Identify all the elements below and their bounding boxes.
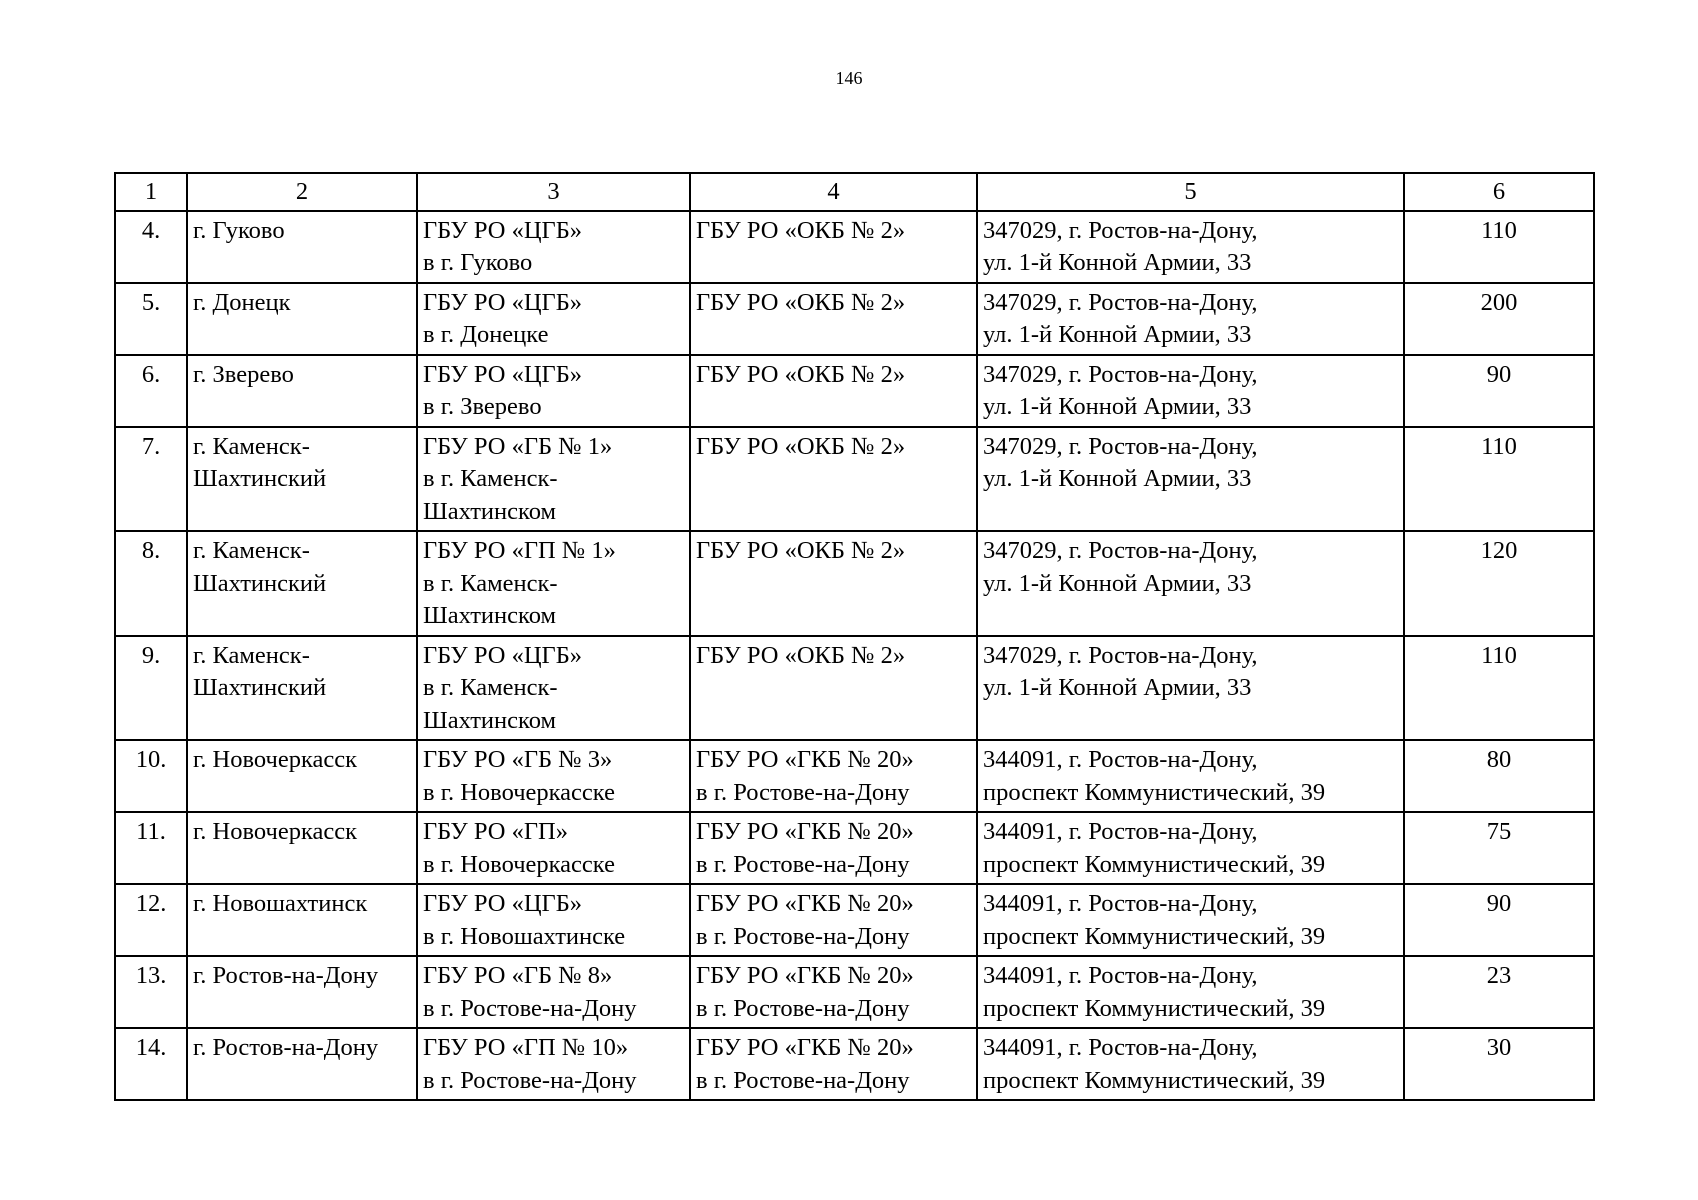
row-number-cell: 13. <box>115 956 187 1028</box>
cell-line: г. Гуково <box>193 216 285 244</box>
address-cell <box>977 1028 1404 1100</box>
city-cell <box>187 427 417 532</box>
cell-line: г. Новочеркасск <box>193 818 357 845</box>
cell-line: ул. 1-й Конной Армии, 33 <box>983 321 1252 348</box>
receiving-institution-cell <box>690 283 977 355</box>
cell-line: ГБУ РО «ОКБ № 2» <box>696 360 906 388</box>
cell-line: ГБУ РО «ГП № 1» <box>423 537 616 564</box>
cell-line: в г. Каменск- <box>423 674 558 701</box>
distance-cell: 110 <box>1404 211 1594 283</box>
address-cell <box>977 740 1404 812</box>
cell-line: в г. Каменск- <box>423 465 558 492</box>
cell-line: в г. Каменск- <box>423 569 558 597</box>
table-row <box>115 211 1594 283</box>
cell-line: 347029, г. Ростов-на-Дону, <box>983 216 1258 244</box>
referring-institution-cell <box>417 812 690 884</box>
column-header: 3 <box>417 173 690 211</box>
referring-institution-cell <box>417 211 690 283</box>
table-row <box>115 740 1594 812</box>
cell-line: ул. 1-й Конной Армии, 33 <box>983 674 1252 701</box>
address-cell <box>977 812 1404 884</box>
cell-line: ГБУ РО «ЦГБ» <box>423 216 583 244</box>
cell-line: Шахтинский <box>193 569 327 597</box>
cell-line: проспект Коммунистический, 39 <box>983 922 1326 950</box>
row-number-cell: 7. <box>115 427 187 532</box>
cell-line: 347029, г. Ростов-на-Дону, <box>983 432 1258 460</box>
cell-line: в г. Гуково <box>423 249 533 276</box>
address-cell <box>977 283 1404 355</box>
cell-line: в г. Новочеркасске <box>423 850 615 878</box>
column-header: 5 <box>977 173 1404 211</box>
city-cell <box>187 636 417 741</box>
column-header: 1 <box>115 173 187 211</box>
cell-line: 344091, г. Ростов-на-Дону, <box>983 818 1258 845</box>
cell-line: Шахтинском <box>423 602 556 629</box>
cell-line: в г. Новошахтинске <box>423 922 626 950</box>
cell-line: Шахтинском <box>423 706 556 734</box>
distance-cell: 75 <box>1404 812 1594 884</box>
address-cell <box>977 355 1404 427</box>
table-row <box>115 283 1594 355</box>
column-header: 6 <box>1404 173 1594 211</box>
table-row <box>115 636 1594 741</box>
referring-institution-cell <box>417 956 690 1028</box>
city-cell <box>187 812 417 884</box>
cell-line: ГБУ РО «ОКБ № 2» <box>696 641 906 669</box>
distance-cell: 110 <box>1404 427 1594 532</box>
page-number: 146 <box>835 68 863 88</box>
cell-line: проспект Коммунистический, 39 <box>983 994 1326 1022</box>
referring-institution-cell <box>417 740 690 812</box>
cell-line: г. Новошахтинск <box>193 890 368 917</box>
cell-line: г. Каменск- <box>193 641 310 669</box>
table-row <box>115 531 1594 636</box>
cell-line: ГБУ РО «ЦГБ» <box>423 890 583 917</box>
row-number-cell: 4. <box>115 211 187 283</box>
cell-line: Шахтинский <box>193 465 327 492</box>
cell-line: 344091, г. Ростов-на-Дону, <box>983 746 1258 773</box>
cell-line: ГБУ РО «ГБ № 1» <box>423 432 613 460</box>
referring-institution-cell <box>417 355 690 427</box>
row-number-cell: 14. <box>115 1028 187 1100</box>
cell-line: ГБУ РО «ГП № 10» <box>423 1034 629 1061</box>
city-cell <box>187 355 417 427</box>
row-number-cell: 5. <box>115 283 187 355</box>
referring-institution-cell <box>417 1028 690 1100</box>
distance-cell: 23 <box>1404 956 1594 1028</box>
address-cell <box>977 427 1404 532</box>
cell-line: ГБУ РО «ОКБ № 2» <box>696 537 906 564</box>
city-cell <box>187 1028 417 1100</box>
table-body <box>115 211 1594 1101</box>
cell-line: 347029, г. Ростов-на-Дону, <box>983 360 1258 388</box>
cell-line: ГБУ РО «ГКБ № 20» <box>696 818 914 845</box>
cell-line: 344091, г. Ростов-на-Дону, <box>983 962 1258 989</box>
distance-cell: 90 <box>1404 884 1594 956</box>
referring-institution-cell <box>417 427 690 532</box>
cell-line: ГБУ РО «ГКБ № 20» <box>696 962 914 989</box>
cell-line: проспект Коммунистический, 39 <box>983 1066 1326 1094</box>
cell-line: ГБУ РО «ГБ № 8» <box>423 962 613 989</box>
cell-line: ГБУ РО «ГБ № 3» <box>423 746 613 773</box>
cell-line: ГБУ РО «ЦГБ» <box>423 641 583 669</box>
cell-line: в г. Ростове-на-Дону <box>696 994 910 1022</box>
cell-line: ГБУ РО «ГП» <box>423 818 568 845</box>
city-cell <box>187 531 417 636</box>
column-header: 2 <box>187 173 417 211</box>
city-cell <box>187 283 417 355</box>
table-row <box>115 884 1594 956</box>
cell-line: г. Каменск- <box>193 537 310 564</box>
address-cell <box>977 636 1404 741</box>
receiving-institution-cell <box>690 355 977 427</box>
cell-line: 347029, г. Ростов-на-Дону, <box>983 537 1258 564</box>
receiving-institution-cell <box>690 211 977 283</box>
row-number-cell: 8. <box>115 531 187 636</box>
cell-line: в г. Ростове-на-Дону <box>696 922 910 950</box>
cell-line: ул. 1-й Конной Армии, 33 <box>983 465 1252 492</box>
cell-line: г. Новочеркасск <box>193 746 357 773</box>
table-row <box>115 812 1594 884</box>
cell-line: в г. Ростове-на-Дону <box>423 1066 637 1094</box>
cell-line: в г. Ростове-на-Дону <box>423 994 637 1022</box>
cell-line: в г. Ростове-на-Дону <box>696 1066 910 1094</box>
referring-institution-cell <box>417 531 690 636</box>
address-cell <box>977 884 1404 956</box>
row-number-cell: 6. <box>115 355 187 427</box>
distance-cell: 30 <box>1404 1028 1594 1100</box>
table-row <box>115 956 1594 1028</box>
cell-line: ГБУ РО «ЦГБ» <box>423 360 583 388</box>
row-number-cell: 12. <box>115 884 187 956</box>
cell-line: Шахтинском <box>423 497 556 525</box>
cell-line: г. Ростов-на-Дону <box>193 962 379 989</box>
distance-cell: 200 <box>1404 283 1594 355</box>
city-cell <box>187 211 417 283</box>
cell-line: в г. Зверево <box>423 393 542 420</box>
cell-line: проспект Коммунистический, 39 <box>983 850 1326 878</box>
cell-line: ГБУ РО «ГКБ № 20» <box>696 1034 914 1061</box>
city-cell <box>187 740 417 812</box>
cell-line: проспект Коммунистический, 39 <box>983 778 1326 806</box>
cell-line: 347029, г. Ростов-на-Дону, <box>983 288 1258 316</box>
cell-line: г. Каменск- <box>193 432 310 460</box>
table-row <box>115 1028 1594 1100</box>
referring-institution-cell <box>417 884 690 956</box>
city-cell <box>187 884 417 956</box>
cell-line: ул. 1-й Конной Армии, 33 <box>983 249 1252 276</box>
cell-line: в г. Ростове-на-Дону <box>696 850 910 878</box>
receiving-institution-cell <box>690 531 977 636</box>
distance-cell: 120 <box>1404 531 1594 636</box>
distance-cell: 80 <box>1404 740 1594 812</box>
receiving-institution-cell <box>690 884 977 956</box>
cell-line: ГБУ РО «ОКБ № 2» <box>696 288 906 316</box>
receiving-institution-cell <box>690 1028 977 1100</box>
distance-cell: 110 <box>1404 636 1594 741</box>
receiving-institution-cell <box>690 427 977 532</box>
cell-line: г. Ростов-на-Дону <box>193 1034 379 1061</box>
table-row <box>115 355 1594 427</box>
cell-line: ГБУ РО «ГКБ № 20» <box>696 890 914 917</box>
cell-line: ул. 1-й Конной Армии, 33 <box>983 569 1252 597</box>
cell-line: 344091, г. Ростов-на-Дону, <box>983 890 1258 917</box>
cell-line: г. Донецк <box>193 288 291 316</box>
cell-line: в г. Донецке <box>423 321 549 348</box>
address-cell <box>977 531 1404 636</box>
city-cell <box>187 956 417 1028</box>
cell-line: ГБУ РО «ОКБ № 2» <box>696 432 906 460</box>
cell-line: в г. Ростове-на-Дону <box>696 778 910 806</box>
receiving-institution-cell <box>690 956 977 1028</box>
referring-institution-cell <box>417 283 690 355</box>
cell-line: в г. Новочеркасске <box>423 778 615 806</box>
receiving-institution-cell <box>690 740 977 812</box>
distance-cell: 90 <box>1404 355 1594 427</box>
cell-line: ГБУ РО «ЦГБ» <box>423 288 583 316</box>
row-number-cell: 10. <box>115 740 187 812</box>
cell-line: ул. 1-й Конной Армии, 33 <box>983 393 1252 420</box>
routing-table <box>114 172 1595 1101</box>
cell-line: ГБУ РО «ГКБ № 20» <box>696 746 914 773</box>
table-row <box>115 427 1594 532</box>
referring-institution-cell <box>417 636 690 741</box>
receiving-institution-cell <box>690 636 977 741</box>
row-number-cell: 9. <box>115 636 187 741</box>
address-cell <box>977 956 1404 1028</box>
address-cell <box>977 211 1404 283</box>
cell-line: г. Зверево <box>193 360 294 388</box>
row-number-cell: 11. <box>115 812 187 884</box>
cell-line: ГБУ РО «ОКБ № 2» <box>696 216 906 244</box>
receiving-institution-cell <box>690 812 977 884</box>
cell-line: Шахтинский <box>193 674 327 701</box>
cell-line: 344091, г. Ростов-на-Дону, <box>983 1034 1258 1061</box>
table-header-row <box>115 173 1594 211</box>
column-header: 4 <box>690 173 977 211</box>
cell-line: 347029, г. Ростов-на-Дону, <box>983 641 1258 669</box>
